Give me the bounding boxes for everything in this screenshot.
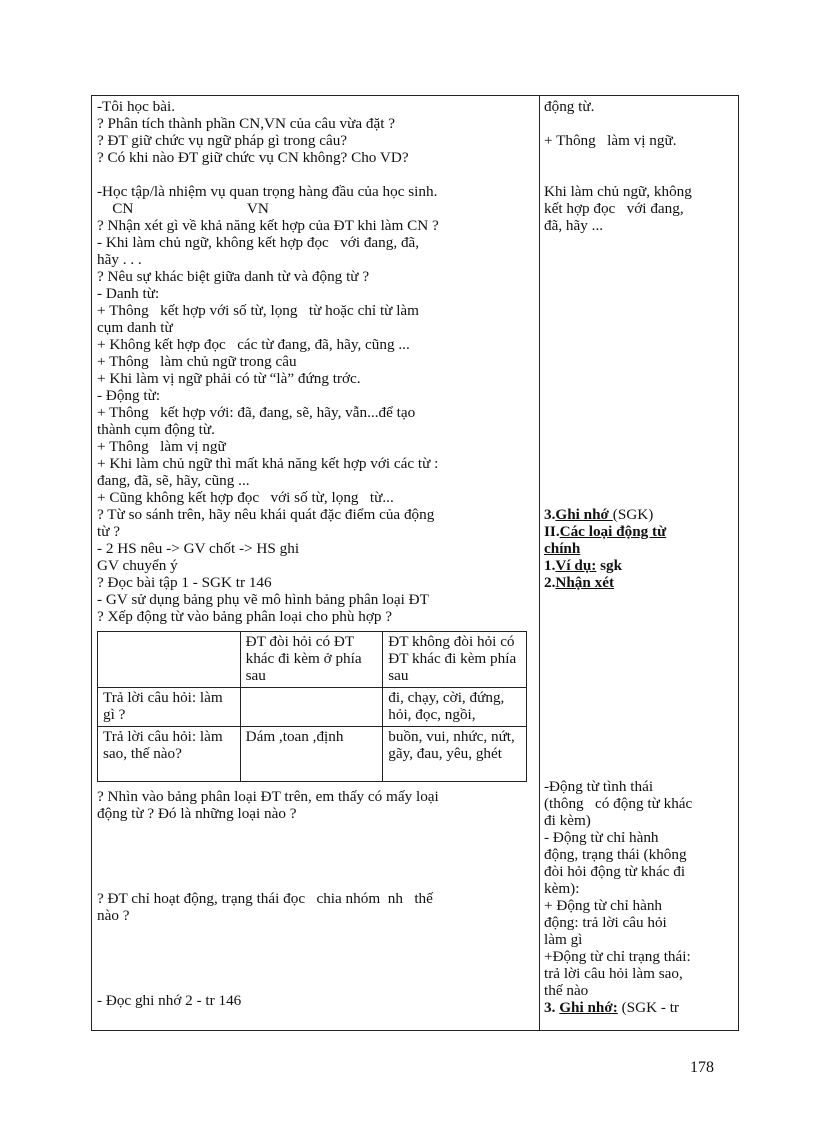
text-line: kết hợp đọc với đang, <box>544 200 684 217</box>
table-row <box>98 727 527 782</box>
text-line: động, trạng thái (không <box>544 846 687 863</box>
heading-cac-loai: II.Các loại động từ <box>544 523 667 540</box>
left-block-3 <box>97 788 535 822</box>
text-line: + Thông kết hợp với: đã, đang, sẽ, hãy, vẫn...để tạo <box>97 404 416 421</box>
text-line: +Động từ chỉ trạng thái: <box>544 948 691 965</box>
text-line: đang, đã, sẽ, hãy, cũng ... <box>97 472 250 489</box>
text-line: ? Phân tích thành phần CN,VN của câu vừa đặt ? <box>97 115 395 132</box>
text-line: GV chuyển ý <box>97 557 178 574</box>
right-column <box>544 98 736 1016</box>
text-line: kèm): <box>544 880 580 897</box>
text-line: + Thông làm vị ngữ. <box>544 132 677 149</box>
heading-cac-loai-cont: chính <box>544 540 581 557</box>
table-row <box>98 632 527 688</box>
right-block-4 <box>544 778 736 999</box>
text-line: -Tôi học bài. <box>97 98 176 115</box>
content-frame <box>91 95 739 1031</box>
text-line: ? ĐT giữ chức vụ ngữ pháp gì trong câu? <box>97 132 348 149</box>
text-line: - Danh từ: <box>97 285 160 302</box>
column-divider <box>539 96 540 1030</box>
text-line: -Động từ tình thái <box>544 778 654 795</box>
left-column <box>97 98 535 1009</box>
text-line: nào ? <box>97 907 130 924</box>
table-cell: Trả lời câu hỏi: làm gì ? <box>98 688 241 727</box>
text-line: ? Nhìn vào bảng phân loại ĐT trên, em thấy có mấy loại <box>97 788 439 805</box>
text-line: + Thông làm chủ ngữ trong câu <box>97 353 297 370</box>
text-line: + Cũng không kết hợp đọc với số từ, lọng từ... <box>97 489 394 506</box>
table-cell: buồn, vui, nhức, nứt, gãy, đau, yêu, ghét <box>383 727 527 782</box>
table-cell: ĐT đòi hỏi có ĐT khác đi kèm ở phía sau <box>240 632 383 688</box>
heading-ghi-nho-1: 3.Ghi nhớ (SGK) <box>544 506 654 523</box>
right-block-2 <box>544 132 736 149</box>
table-cell: Trả lời câu hỏi: làm sao, thế nào? <box>98 727 241 782</box>
left-block-4 <box>97 890 535 924</box>
text-line: đã, hãy ... <box>544 217 604 234</box>
text-line: ? ĐT chỉ hoạt động, trạng thái đọc chia nhóm nh thế <box>97 890 433 907</box>
text-line: + Thông kết hợp với số từ, lọng từ hoặc chỉ từ làm <box>97 302 419 319</box>
text-line: thế nào <box>544 982 589 999</box>
text-line: -Học tập/là nhiệm vụ quan trọng hàng đầu của học sinh. <box>97 183 438 200</box>
text-line: đòi hỏi động từ khác đi <box>544 863 686 880</box>
text-line: từ ? <box>97 523 120 540</box>
text-line: (thông có động từ khác <box>544 795 693 812</box>
text-line: hãy . . . <box>97 251 142 268</box>
text-line: + Khi làm chủ ngữ thì mất khả năng kết hợp với các từ : <box>97 455 439 472</box>
text-line: ? Đọc bài tập 1 - SGK tr 146 <box>97 574 272 591</box>
text-line: ? Có khi nào ĐT giữ chức vụ CN không? Cho VD? <box>97 149 409 166</box>
text-line: ? Từ so sánh trên, hãy nêu khái quát đặc điểm của động <box>97 506 435 523</box>
heading-nhan-xet: 2.Nhận xét <box>544 574 615 591</box>
table-row <box>98 688 527 727</box>
table-cell: Dám ,toan ,định <box>240 727 383 782</box>
text-line: đi kèm) <box>544 812 591 829</box>
text-line: ? Xếp động từ vào bảng phân loại cho phù hợp ? <box>97 608 393 625</box>
text-line: + Khi làm vị ngữ phải có từ “là” đứng trớc. <box>97 370 361 387</box>
table-cell: ĐT không đòi hỏi có ĐT khác đi kèm phía sau <box>383 632 527 688</box>
text-line: ? Nêu sự khác biệt giữa danh từ và động từ ? <box>97 268 370 285</box>
text-line: - Khi làm chủ ngữ, không kết hợp đọc với đang, đã, <box>97 234 420 251</box>
left-block-1 <box>97 98 535 166</box>
table-cell <box>240 688 383 727</box>
text-line: - GV sử dụng bảng phụ vẽ mô hình bảng phân loại ĐT <box>97 591 429 608</box>
text-line: Khi làm chủ ngữ, không <box>544 183 692 200</box>
text-line: - Đọc ghi nhớ 2 - tr 146 <box>97 992 242 1009</box>
table-cell: đi, chạy, cời, đứng, hỏi, đọc, ngồi, <box>383 688 527 727</box>
text-line: ? Nhận xét gì về khả năng kết hợp của ĐT khi làm CN ? <box>97 217 439 234</box>
text-line: - Động từ chỉ hành <box>544 829 659 846</box>
text-line: thành cụm động từ. <box>97 421 215 438</box>
text-line: + Thông làm vị ngữ <box>97 438 226 455</box>
text-line: làm gì <box>544 931 583 948</box>
text-line: + Động từ chỉ hành <box>544 897 663 914</box>
heading-vi-du: 1.Ví dụ: sgk <box>544 557 623 574</box>
page-number: 178 <box>690 1059 714 1076</box>
text-line: động: trả lời câu hỏi <box>544 914 667 931</box>
right-block-1 <box>544 98 736 115</box>
text-line: cụm danh từ <box>97 319 173 336</box>
text-line: - 2 HS nêu -> GV chốt -> HS ghi <box>97 540 300 557</box>
text-line: + Không kết hợp đọc các từ đang, đã, hãy, cũng ... <box>97 336 410 353</box>
right-block-3 <box>544 183 736 234</box>
verb-classification-table <box>97 631 527 782</box>
text-line: trả lời câu hỏi làm sao, <box>544 965 683 982</box>
heading-ghi-nho-3: 3. Ghi nhớ: (SGK - tr <box>544 999 679 1016</box>
table-cell <box>98 632 241 688</box>
left-block-5 <box>97 992 535 1009</box>
text-line: - Động từ: <box>97 387 161 404</box>
text-line: động từ. <box>544 98 595 115</box>
text-line: động từ ? Đó là những loại nào ? <box>97 805 297 822</box>
text-line: CN VN <box>97 200 269 217</box>
left-block-2 <box>97 183 535 625</box>
